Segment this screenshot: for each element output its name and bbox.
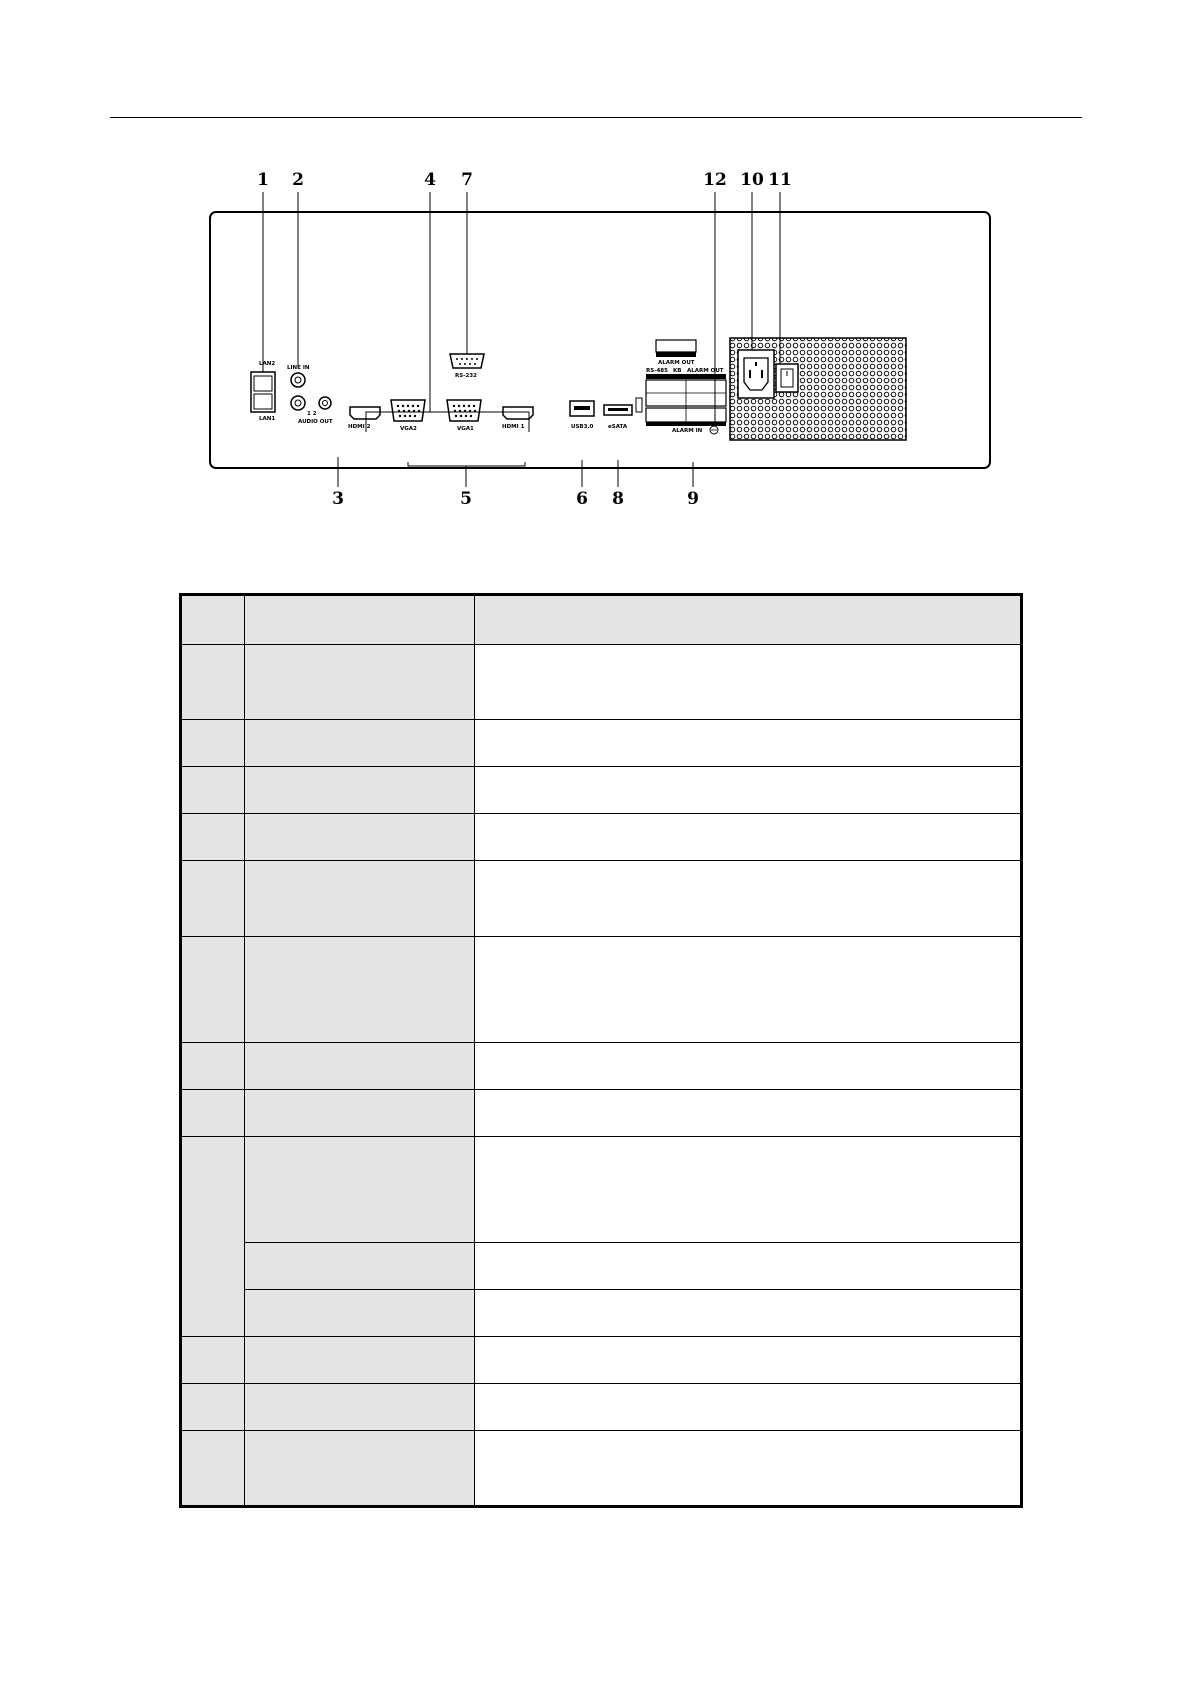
- callout-1: 1: [257, 170, 269, 190]
- alarm-in-label: ALARM IN: [672, 428, 703, 434]
- callout-11: 11: [768, 170, 792, 190]
- esata-port: [604, 405, 632, 430]
- usb-label: USB3.0: [571, 424, 594, 430]
- callout-4: 4: [424, 170, 436, 190]
- line-in-label: LINE IN: [287, 365, 310, 371]
- vga2-port: [391, 400, 425, 432]
- alarm-out-top-label: ALARM OUT: [658, 360, 695, 366]
- audio-out-nums: 1 2: [307, 411, 317, 417]
- rs232-port: [450, 354, 484, 379]
- table-row: [181, 767, 1022, 814]
- rs232-label: RS-232: [455, 373, 477, 379]
- callout-3: 3: [332, 489, 344, 509]
- table-row: [181, 720, 1022, 767]
- audio-out-label: AUDIO OUT: [298, 419, 333, 425]
- rear-panel-figure: [190, 160, 1000, 520]
- hdmi2-port: [348, 407, 380, 430]
- vga1-port: [447, 400, 481, 432]
- table-row: [181, 814, 1022, 861]
- description-table-wrap: [179, 593, 1023, 1508]
- vga2-label: VGA2: [400, 426, 417, 432]
- table-header-row: [181, 595, 1022, 645]
- table-row: [181, 1090, 1022, 1137]
- table-row: [181, 1243, 1022, 1290]
- table-row: [181, 1137, 1022, 1243]
- table-row: [181, 645, 1022, 720]
- vga1-label: VGA1: [457, 426, 474, 432]
- header-description: [475, 595, 1022, 645]
- hdmi1-port: [502, 407, 533, 430]
- lan2-label: LAN2: [259, 361, 276, 367]
- rear-panel-svg: [190, 160, 1000, 520]
- alarm-terminal-block: [636, 368, 726, 434]
- description-table: [179, 593, 1023, 1508]
- usb-port: [570, 401, 594, 430]
- callout-2: 2: [292, 170, 304, 190]
- rs485-label: RS-485: [646, 368, 668, 374]
- lan1-label: LAN1: [259, 416, 276, 422]
- power-supply-block: [710, 338, 906, 440]
- callout-12: 12: [703, 170, 727, 190]
- header-item: [245, 595, 475, 645]
- alarm-out-label: ALARM OUT: [687, 368, 724, 374]
- callout-5: 5: [460, 489, 472, 509]
- alarm-out-top-block: [656, 340, 696, 366]
- esata-label: eSATA: [608, 424, 628, 430]
- callout-10: 10: [740, 170, 764, 190]
- hdmi1-label: HDMI 1: [502, 424, 525, 430]
- kb-label: KB: [673, 368, 682, 374]
- table-row: [181, 937, 1022, 1043]
- header-no: [181, 595, 245, 645]
- table-row: [181, 1431, 1022, 1507]
- callout-7: 7: [461, 170, 473, 190]
- table-row: [181, 861, 1022, 937]
- table-row: [181, 1043, 1022, 1090]
- callout-8: 8: [612, 489, 624, 509]
- callout-9: 9: [687, 489, 699, 509]
- callout-6: 6: [576, 489, 588, 509]
- table-row: [181, 1290, 1022, 1337]
- leader-lines: [263, 192, 780, 487]
- table-row: [181, 1337, 1022, 1384]
- table-row: [181, 1384, 1022, 1431]
- header-rule: [110, 117, 1082, 118]
- audio-ports: [287, 365, 333, 425]
- hdmi2-label: HDMI 2: [348, 424, 371, 430]
